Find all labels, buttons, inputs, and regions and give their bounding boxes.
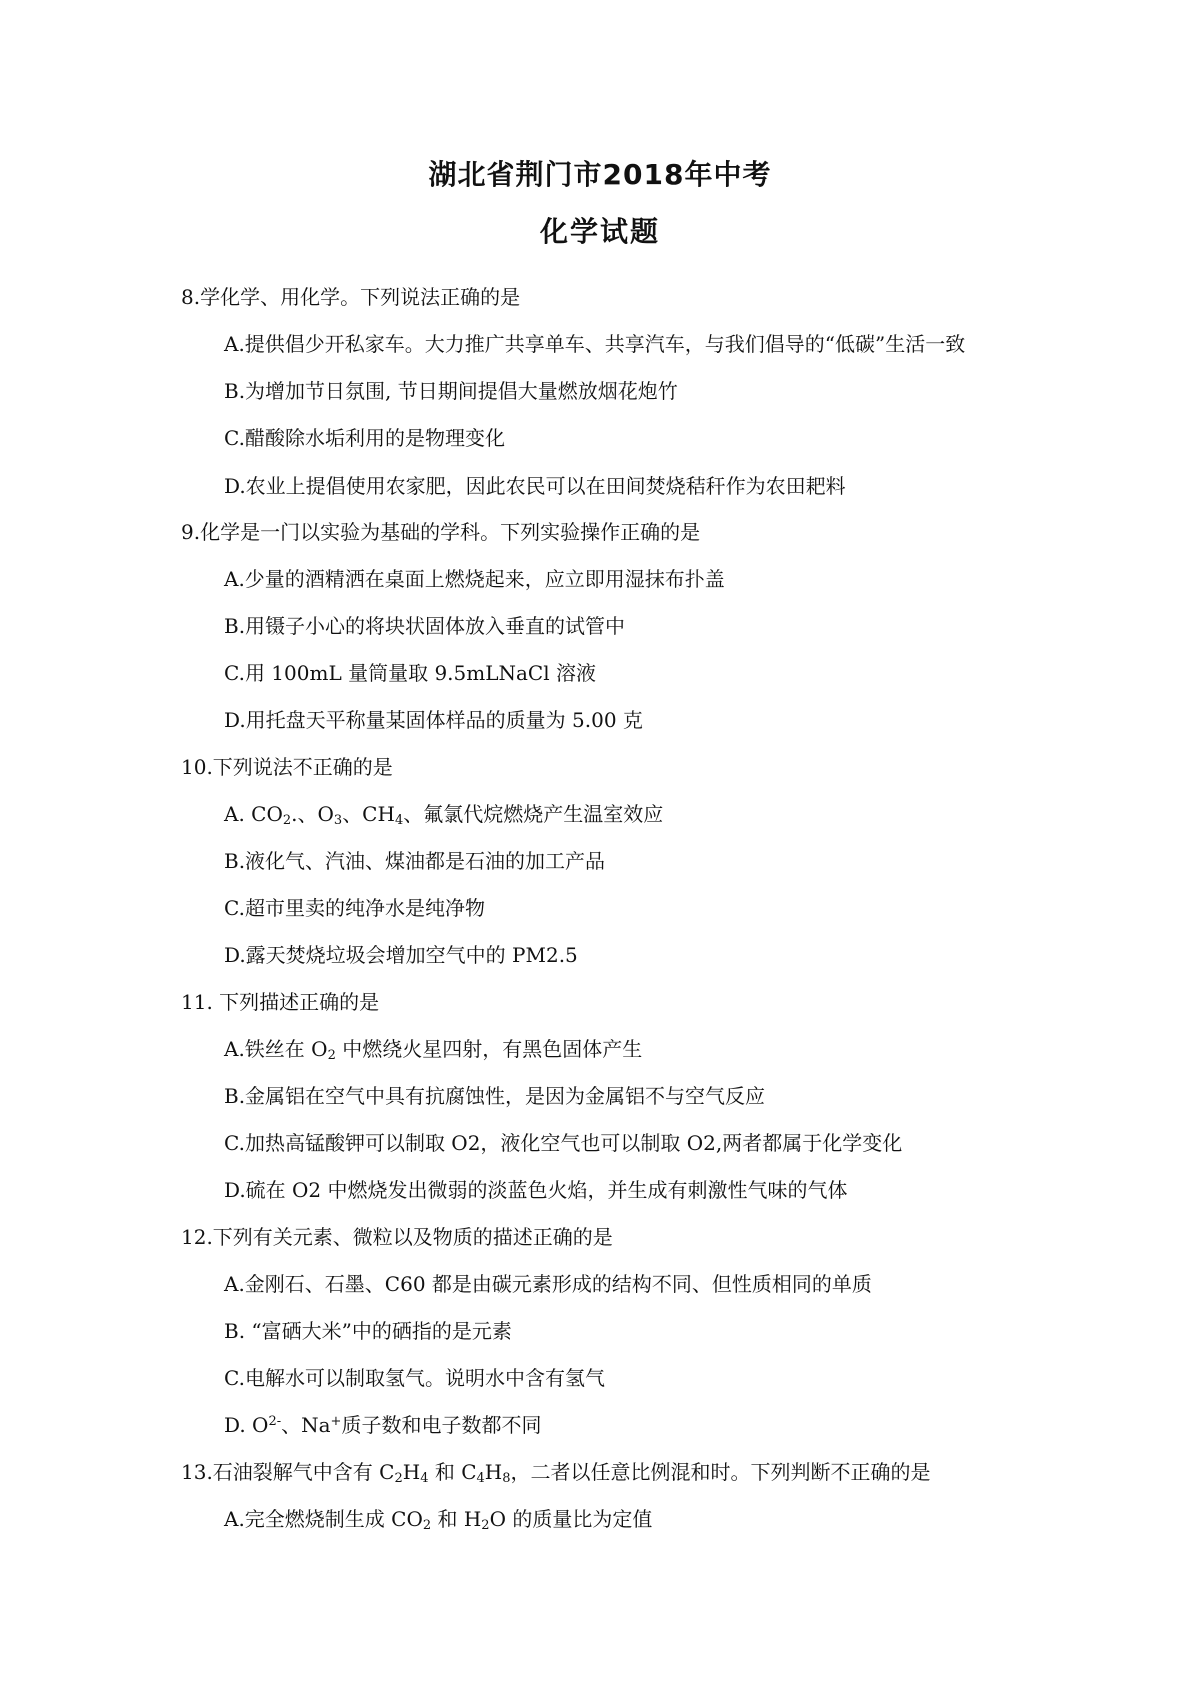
question-8-option-c: C.醋酸除水垢利用的是物理变化 xyxy=(224,426,505,450)
question-12-option-b: B. “富硒大米”中的硒指的是元素 xyxy=(224,1319,512,1343)
question-8-option-d: D.农业上提倡使用农家肥，因此农民可以在田间焚烧秸秆作为农田耙料 xyxy=(224,474,846,498)
question-13-option-a: A.完全燃烧制生成 $CO_2$ 和 $H_2O$ 的质量比为定值 xyxy=(224,1507,653,1533)
question-11-option-d: D.硫在 O2 中燃烧发出微弱的淡蓝色火焰，并生成有刺激性气味的气体 xyxy=(224,1178,848,1202)
question-10-option-a: A. $CO_2$.、$O_3$、$CH_4$、氟氯代烷燃烧产生温室效应 xyxy=(224,802,664,828)
question-10-option-c: C.超市里卖的纯净水是纯净物 xyxy=(224,896,485,920)
question-12-option-d: D. $O^{2-}$、Na+质子数和电子数都不同 xyxy=(224,1413,542,1437)
question-9-option-c: C.用 100mL 量筒量取 9.5mLNaCl 溶液 xyxy=(224,661,596,685)
question-11-option-c: C.加热高锰酸钾可以制取 O2，液化空气也可以制取 O2,两者都属于化学变化 xyxy=(224,1131,903,1155)
question-10-option-b: B.液化气、汽油、煤油都是石油的加工产品 xyxy=(224,849,606,873)
page-subtitle: 化学试题 xyxy=(539,215,660,248)
question-9-option-d: D.用托盘天平称量某固体样品的质量为 5.00 克 xyxy=(224,708,643,732)
question-11-stem: 11. 下列描述正确的是 xyxy=(181,990,380,1014)
question-9-stem: 9.化学是一门以实验为基础的学科。下列实验操作正确的是 xyxy=(181,520,701,544)
question-8-stem: 8.学化学、用化学。下列说法正确的是 xyxy=(181,285,521,309)
question-9-option-a: A.少量的酒精洒在桌面上燃烧起来，应立即用湿抹布扑盖 xyxy=(224,567,725,591)
question-10-stem: 10.下列说法不正确的是 xyxy=(181,755,393,779)
question-8-option-b: B.为增加节日氛围, 节日期间提倡大量燃放烟花炮竹 xyxy=(224,379,678,403)
page-title: 湖北省荆门市2018年中考 xyxy=(428,158,772,191)
question-12-option-c: C.电解水可以制取氢气。说明水中含有氢气 xyxy=(224,1366,605,1390)
question-11-option-a: A.铁丝在 $O_2$ 中燃绕火星四射，有黑色固体产生 xyxy=(224,1037,643,1063)
question-12-stem: 12.下列有关元素、微粒以及物质的描述正确的是 xyxy=(181,1225,613,1249)
question-12-option-a: A.金刚石、石墨、C60 都是由碳元素形成的结构不同、但性质相同的单质 xyxy=(224,1272,872,1296)
question-8-option-a: A.提供倡少开私家车。大力推广共享单车、共享汽车，与我们倡导的“低碳”生活一致 xyxy=(224,332,966,356)
question-10-option-d: D.露天焚烧垃圾会增加空气中的 PM2.5 xyxy=(224,943,578,967)
question-11-option-b: B.金属铝在空气中具有抗腐蚀性，是因为金属铝不与空气反应 xyxy=(224,1084,766,1108)
question-13-stem: 13.石油裂解气中含有 $C_2H_4$ 和 $C_4H_8$，二者以任意比例混和时。下列判断不正确的是 xyxy=(181,1460,931,1486)
question-9-option-b: B.用镊子小心的将块状固体放入垂直的试管中 xyxy=(224,614,626,638)
